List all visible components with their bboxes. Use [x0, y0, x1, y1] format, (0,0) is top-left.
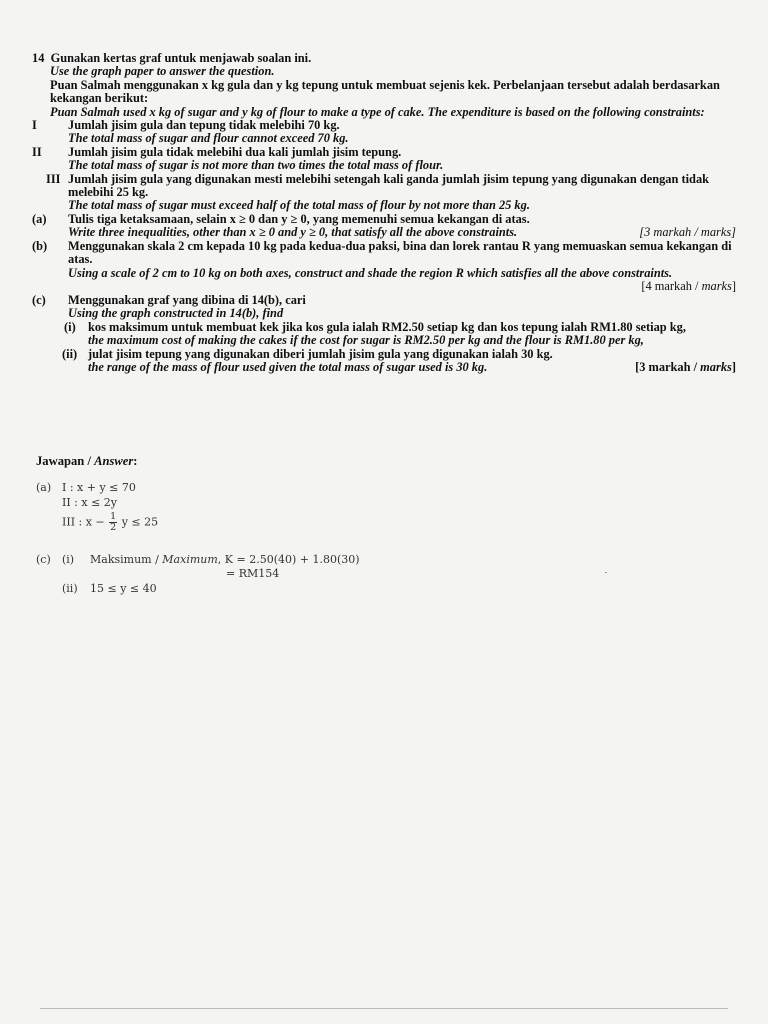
answer-a-3 — [62, 512, 158, 533]
constraint-3-ms — [32, 173, 736, 200]
question-block — [32, 52, 736, 374]
intro-ms-text: Gunakan kertas graf untuk menjawab soalan ini. — [50, 51, 312, 65]
part-c-ii-en — [32, 361, 736, 374]
answer-a-3-fraction — [109, 512, 117, 533]
answer-c-ii: 15 ≤ y ≤ 40 — [90, 582, 157, 595]
constraint-1-en: The total mass of sugar and flour cannot exceed 70 kg. — [68, 131, 349, 146]
constraint-2-label: II — [32, 144, 42, 159]
answer-a-2: II : x ≤ 2y — [62, 496, 118, 509]
part-c-ii-label: (ii) — [62, 346, 78, 361]
answer-heading — [36, 454, 138, 469]
part-a-en — [32, 226, 736, 239]
answer-c-i-equation: , K = 2.50(40) + 1.80(30) — [217, 553, 360, 566]
answer-c-i-ms: Maksimum / — [90, 553, 163, 566]
part-c-i-ms-text: kos maksimum untuk membuat kek jika kos gula ialah RM2.50 setiap kg dan kos tepung ialah RM1.80 setiap kg, — [88, 319, 686, 334]
part-c-marks — [635, 361, 736, 374]
answer-a-1: I : x + y ≤ 70 — [62, 481, 136, 494]
scan-speck — [605, 572, 607, 573]
part-b-label: (b) — [32, 238, 48, 253]
part-a-ms-text: Tulis tiga ketaksamaan, selain x ≥ 0 dan y ≥ 0, yang memenuhi semua kekangan di atas. — [68, 211, 530, 226]
constraint-3-ms-text: Jumlah jisim gula yang digunakan mesti melebihi setengah kali ganda jumlah jisim tepung yang digunakan dengan tidak melebihi 25 kg. — [68, 171, 710, 200]
part-a-ms — [32, 213, 736, 226]
answer-c-ii-label: (ii) — [62, 582, 78, 595]
part-c-ms-text: Menggunakan graf yang dibina di 14(b), cari — [68, 292, 306, 307]
part-b-marks-ms: [4 markah / — [641, 278, 702, 293]
answer-c-label: (c) — [36, 553, 51, 566]
answer-heading-en: Answer — [94, 454, 134, 468]
scenario-en: Puan Salmah used x kg of sugar and y kg of flour to make a type of cake. The expenditure is based on the following constraints: — [50, 104, 705, 119]
answer-c-i-result: = RM154 — [226, 567, 280, 580]
part-c-label: (c) — [32, 292, 46, 307]
answer-c-i-en: Maximum — [162, 553, 218, 566]
part-b-ms — [32, 240, 736, 267]
part-c-ms — [32, 294, 736, 307]
part-c-i-ms — [32, 321, 736, 334]
part-b-marks-end: ] — [731, 278, 736, 293]
question-intro-ms — [32, 52, 736, 65]
constraint-1-ms — [32, 119, 736, 132]
constraint-2-ms-text: Jumlah jisim gula tidak melebihi dua kali jumlah jisim tepung. — [68, 144, 402, 159]
fraction-numerator: 1 — [110, 511, 117, 522]
part-c-ii-ms — [32, 348, 736, 361]
answer-c-i — [90, 553, 360, 566]
part-b-marks — [641, 280, 736, 293]
part-a-marks-en: marks — [700, 225, 732, 240]
part-a-marks-end: ] — [731, 225, 736, 240]
answer-a-3-pre: III : x − — [62, 515, 105, 529]
constraint-2-ms — [32, 146, 736, 159]
page-bottom-edge — [40, 1008, 728, 1009]
part-b-ms-text: Menggunakan skala 2 cm kepada 10 kg pada kedua-dua paksi, bina dan lorek rantau R yang memuaskan semua kekangan di atas. — [68, 238, 732, 267]
answer-c-i-label: (i) — [62, 553, 75, 566]
constraint-3-label: III — [46, 171, 61, 186]
scenario-ms: Puan Salmah menggunakan x kg gula dan y kg tepung untuk membuat sejenis kek. Perbelanjaan tersebut adalah berdasarkan kekangan berikut: — [50, 77, 720, 106]
part-c-ii-en-text: the range of the mass of flour used given the total mass of sugar used is 30 kg. — [88, 359, 488, 374]
constraint-2-en: The total mass of sugar is not more than two times the total mass of flour. — [68, 158, 444, 173]
part-b-marks-en: marks — [701, 278, 732, 293]
part-c-i-label: (i) — [64, 319, 76, 334]
answer-heading-end: : — [133, 454, 138, 468]
part-a-marks — [639, 226, 736, 239]
answer-a-3-post: y ≤ 25 — [121, 515, 159, 529]
constraint-3-en: The total mass of sugar must exceed half of the total mass of flour by not more than 25 kg. — [68, 198, 530, 213]
part-b-en: Using a scale of 2 cm to 10 kg on both axes, construct and shade the region R which satisfies all the above constraints. — [68, 265, 673, 280]
constraint-1-label: I — [32, 118, 37, 133]
part-c-ii-ms-text: julat jisim tepung yang digunakan diberi jumlah jisim gula yang digunakan ialah 30 kg. — [88, 346, 553, 361]
answer-heading-ms: Jawapan / — [36, 454, 95, 468]
part-c-i-en: the maximum cost of making the cakes if the cost for sugar is RM2.50 per kg and the flour is RM1.80 per kg, — [88, 333, 644, 348]
part-c-marks-en: marks — [700, 359, 732, 374]
part-c-en: Using the graph constructed in 14(b), find — [68, 306, 284, 321]
question-intro-en: Use the graph paper to answer the question. — [50, 64, 275, 79]
question-number: 14 — [32, 51, 45, 65]
part-a-en-text: Write three inequalities, other than x ≥ 0 and y ≥ 0, that satisfy all the above constraints. — [68, 225, 518, 240]
part-b-marks-row — [32, 280, 736, 294]
part-c-marks-end: ] — [731, 359, 736, 374]
fraction-denominator: 2 — [110, 522, 117, 533]
answer-a-label: (a) — [36, 481, 52, 494]
part-a-label: (a) — [32, 211, 47, 226]
part-a-marks-ms: [3 markah / — [639, 225, 701, 240]
constraint-1-ms-text: Jumlah jisim gula dan tepung tidak melebihi 70 kg. — [68, 118, 340, 133]
part-c-marks-ms: [3 markah / — [635, 359, 701, 374]
